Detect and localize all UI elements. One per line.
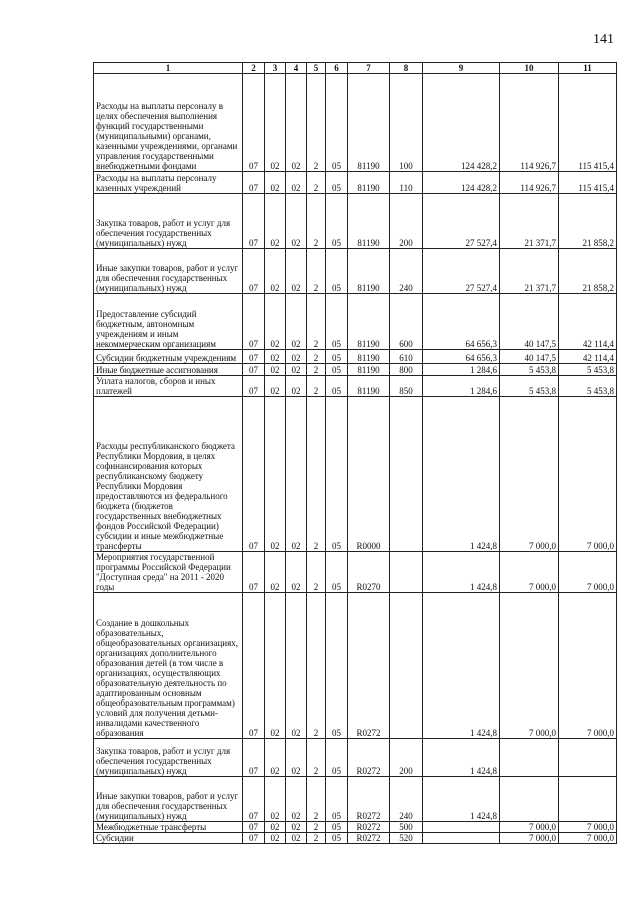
row-label: Закупка товаров, работ и услуг для обеспечения государственных (муниципальных) нужд bbox=[94, 739, 243, 777]
table-cell: 02 bbox=[265, 552, 286, 593]
table-cell: 02 bbox=[286, 376, 307, 397]
table-cell: 07 bbox=[243, 833, 265, 844]
row-label: Иные закупки товаров, работ и услуг для обеспечения государственных (муниципальных) нужд bbox=[94, 777, 243, 822]
column-header: 3 bbox=[265, 63, 286, 74]
row-label: Иные закупки товаров, работ и услуг для обеспечения государственных (муниципальных) нужд bbox=[94, 249, 243, 294]
row-label: Создание в дошкольных образовательных, общеобразовательных организациях, организациях дополнительного образования детей (в том числе в организациях, осуществляющих образовательную деятельность по адаптированным основным общеобразовательным программам) условий для получения детьми-инвалидами качественного образования bbox=[94, 593, 243, 739]
table-cell: 07 bbox=[243, 364, 265, 376]
table-cell bbox=[423, 833, 500, 844]
table-cell: 05 bbox=[326, 194, 348, 249]
table-cell: 7 000,0 bbox=[500, 833, 559, 844]
table-cell: R0272 bbox=[348, 777, 390, 822]
table-cell: 114 926,7 bbox=[500, 74, 559, 172]
table-cell: 800 bbox=[390, 364, 423, 376]
table-cell: 05 bbox=[326, 294, 348, 350]
column-header: 6 bbox=[326, 63, 348, 74]
table-cell: 2 bbox=[307, 74, 326, 172]
table-cell: 81190 bbox=[348, 294, 390, 350]
row-label: Субсидии бюджетным учреждениям bbox=[94, 350, 243, 364]
table-row bbox=[94, 74, 617, 172]
table-cell: 02 bbox=[265, 74, 286, 172]
table-row bbox=[94, 294, 617, 350]
table-cell: 40 147,5 bbox=[500, 294, 559, 350]
table-cell: 1 424,8 bbox=[423, 739, 500, 777]
table-row bbox=[94, 552, 617, 593]
table-cell: R0270 bbox=[348, 552, 390, 593]
table-cell: 40 147,5 bbox=[500, 350, 559, 364]
table-cell: 07 bbox=[243, 593, 265, 739]
table-cell: 02 bbox=[286, 833, 307, 844]
table-cell: 02 bbox=[286, 552, 307, 593]
table-cell: R0272 bbox=[348, 739, 390, 777]
column-header: 2 bbox=[243, 63, 265, 74]
table-cell: 5 453,8 bbox=[500, 364, 559, 376]
table-cell: 2 bbox=[307, 376, 326, 397]
column-header: 5 bbox=[307, 63, 326, 74]
table-cell: 02 bbox=[286, 194, 307, 249]
table-cell: 81190 bbox=[348, 364, 390, 376]
table-cell: 600 bbox=[390, 294, 423, 350]
table-cell: 02 bbox=[265, 294, 286, 350]
table-cell: 115 415,4 bbox=[559, 74, 617, 172]
column-header: 10 bbox=[500, 63, 559, 74]
table-cell: 02 bbox=[265, 739, 286, 777]
budget-table bbox=[93, 62, 617, 844]
table-cell: 02 bbox=[265, 350, 286, 364]
table-cell bbox=[390, 593, 423, 739]
table-cell: 07 bbox=[243, 552, 265, 593]
table-cell: 7 000,0 bbox=[559, 833, 617, 844]
table-cell: 1 424,8 bbox=[423, 397, 500, 552]
table-cell: 05 bbox=[326, 376, 348, 397]
table-cell: 1 284,6 bbox=[423, 364, 500, 376]
table-cell: 02 bbox=[286, 739, 307, 777]
table-cell: 07 bbox=[243, 350, 265, 364]
table-cell: R0272 bbox=[348, 822, 390, 833]
table-cell: 07 bbox=[243, 294, 265, 350]
table-cell: 05 bbox=[326, 593, 348, 739]
table-cell: 124 428,2 bbox=[423, 74, 500, 172]
table-row bbox=[94, 777, 617, 822]
table-cell: R0000 bbox=[348, 397, 390, 552]
table-cell: 05 bbox=[326, 350, 348, 364]
table-cell: 2 bbox=[307, 552, 326, 593]
table-cell: 2 bbox=[307, 397, 326, 552]
table-cell: 2 bbox=[307, 294, 326, 350]
table-row bbox=[94, 350, 617, 364]
table-row bbox=[94, 194, 617, 249]
page-number: 141 bbox=[593, 32, 614, 47]
table-cell: 2 bbox=[307, 350, 326, 364]
table-cell: 200 bbox=[390, 194, 423, 249]
table-cell: 07 bbox=[243, 172, 265, 194]
table-cell: 02 bbox=[265, 397, 286, 552]
table-cell: 81190 bbox=[348, 194, 390, 249]
table-cell bbox=[500, 777, 559, 822]
table-cell: 07 bbox=[243, 194, 265, 249]
table-cell bbox=[390, 552, 423, 593]
table-cell: 05 bbox=[326, 74, 348, 172]
table-cell: 02 bbox=[265, 364, 286, 376]
table-cell bbox=[390, 397, 423, 552]
table-cell: 1 424,8 bbox=[423, 593, 500, 739]
table-cell: 02 bbox=[286, 364, 307, 376]
table-cell: 05 bbox=[326, 739, 348, 777]
table-cell: 07 bbox=[243, 397, 265, 552]
table-cell: 02 bbox=[265, 777, 286, 822]
table-cell: 7 000,0 bbox=[559, 593, 617, 739]
table-cell: 1 424,8 bbox=[423, 777, 500, 822]
table-cell: 21 371,7 bbox=[500, 194, 559, 249]
table-cell: 2 bbox=[307, 249, 326, 294]
table-cell: 02 bbox=[286, 249, 307, 294]
table-row bbox=[94, 172, 617, 194]
table-cell: 81190 bbox=[348, 74, 390, 172]
table-cell: 02 bbox=[265, 172, 286, 194]
table-cell: 27 527,4 bbox=[423, 194, 500, 249]
table-cell: 7 000,0 bbox=[559, 397, 617, 552]
column-header: 7 bbox=[348, 63, 390, 74]
table-cell: 115 415,4 bbox=[559, 172, 617, 194]
table-cell: 114 926,7 bbox=[500, 172, 559, 194]
table-cell: 2 bbox=[307, 833, 326, 844]
table-cell: 05 bbox=[326, 552, 348, 593]
table-row bbox=[94, 822, 617, 833]
table-cell: 520 bbox=[390, 833, 423, 844]
table-cell: R0272 bbox=[348, 833, 390, 844]
table-cell: 02 bbox=[286, 822, 307, 833]
table-cell: 81190 bbox=[348, 249, 390, 294]
table-cell: 02 bbox=[286, 172, 307, 194]
table-cell: 07 bbox=[243, 74, 265, 172]
table-cell: 2 bbox=[307, 172, 326, 194]
row-label: Уплата налогов, сборов и иных платежей bbox=[94, 376, 243, 397]
table-cell: 21 371,7 bbox=[500, 249, 559, 294]
table-cell: R0272 bbox=[348, 593, 390, 739]
table-cell: 64 656,3 bbox=[423, 294, 500, 350]
table-cell: 610 bbox=[390, 350, 423, 364]
table-cell: 02 bbox=[265, 194, 286, 249]
row-label: Мероприятия государственной программы Российской Федерации "Доступная среда" на 2011 - 2020 годы bbox=[94, 552, 243, 593]
table-cell: 02 bbox=[286, 294, 307, 350]
table-cell: 2 bbox=[307, 822, 326, 833]
table-cell: 05 bbox=[326, 364, 348, 376]
table-cell: 81190 bbox=[348, 172, 390, 194]
table-cell: 02 bbox=[265, 833, 286, 844]
table-cell: 5 453,8 bbox=[559, 376, 617, 397]
table-cell: 02 bbox=[265, 376, 286, 397]
table-row bbox=[94, 397, 617, 552]
table-cell: 05 bbox=[326, 822, 348, 833]
row-label: Расходы на выплаты персоналу в целях обеспечения выполнения функций государственными (муниципальными) органами, казенными учреждениями, органами управления государственными внебюджетными фондами bbox=[94, 74, 243, 172]
table-row bbox=[94, 364, 617, 376]
table-cell: 02 bbox=[265, 249, 286, 294]
table-cell: 05 bbox=[326, 172, 348, 194]
row-label: Закупка товаров, работ и услуг для обеспечения государственных (муниципальных) нужд bbox=[94, 194, 243, 249]
row-label: Расходы на выплаты персоналу казенных учреждений bbox=[94, 172, 243, 194]
table-cell: 81190 bbox=[348, 350, 390, 364]
table-cell: 81190 bbox=[348, 376, 390, 397]
table-cell: 124 428,2 bbox=[423, 172, 500, 194]
table-cell bbox=[500, 739, 559, 777]
table-cell: 1 284,6 bbox=[423, 376, 500, 397]
column-header: 1 bbox=[94, 63, 243, 74]
table-cell: 240 bbox=[390, 777, 423, 822]
table-cell: 2 bbox=[307, 194, 326, 249]
table-cell: 02 bbox=[265, 593, 286, 739]
table-row bbox=[94, 593, 617, 739]
table-cell: 07 bbox=[243, 249, 265, 294]
table-cell: 02 bbox=[265, 822, 286, 833]
table-cell: 2 bbox=[307, 364, 326, 376]
table-cell: 64 656,3 bbox=[423, 350, 500, 364]
table-cell: 21 858,2 bbox=[559, 249, 617, 294]
table-cell: 07 bbox=[243, 822, 265, 833]
table-cell: 7 000,0 bbox=[500, 397, 559, 552]
table-body bbox=[94, 74, 617, 844]
table-cell bbox=[559, 739, 617, 777]
table-cell: 07 bbox=[243, 777, 265, 822]
table-row bbox=[94, 833, 617, 844]
column-header: 8 bbox=[390, 63, 423, 74]
table-cell: 110 bbox=[390, 172, 423, 194]
header-row bbox=[94, 63, 617, 74]
table-cell: 100 bbox=[390, 74, 423, 172]
table-cell: 02 bbox=[286, 777, 307, 822]
table-row bbox=[94, 376, 617, 397]
table-cell: 07 bbox=[243, 739, 265, 777]
table-cell: 7 000,0 bbox=[559, 552, 617, 593]
table-cell: 42 114,4 bbox=[559, 294, 617, 350]
row-label: Субсидии bbox=[94, 833, 243, 844]
table-cell: 05 bbox=[326, 249, 348, 294]
table-cell: 850 bbox=[390, 376, 423, 397]
table-cell: 200 bbox=[390, 739, 423, 777]
table-cell: 500 bbox=[390, 822, 423, 833]
table-cell: 1 424,8 bbox=[423, 552, 500, 593]
column-header: 4 bbox=[286, 63, 307, 74]
table-cell: 05 bbox=[326, 833, 348, 844]
table-cell: 2 bbox=[307, 739, 326, 777]
table-cell: 07 bbox=[243, 376, 265, 397]
column-header: 11 bbox=[559, 63, 617, 74]
table-cell: 05 bbox=[326, 777, 348, 822]
table-cell: 240 bbox=[390, 249, 423, 294]
table-cell: 2 bbox=[307, 777, 326, 822]
table-cell: 2 bbox=[307, 593, 326, 739]
table-cell: 21 858,2 bbox=[559, 194, 617, 249]
table-cell: 7 000,0 bbox=[500, 552, 559, 593]
row-label: Межбюджетные трансферты bbox=[94, 822, 243, 833]
table-cell: 5 453,8 bbox=[559, 364, 617, 376]
table-cell: 27 527,4 bbox=[423, 249, 500, 294]
table-row bbox=[94, 739, 617, 777]
column-header: 9 bbox=[423, 63, 500, 74]
table-row bbox=[94, 249, 617, 294]
table-cell: 5 453,8 bbox=[500, 376, 559, 397]
table-cell: 05 bbox=[326, 397, 348, 552]
row-label: Предоставление субсидий бюджетным, автономным учреждениям и иным некоммерческим организациям bbox=[94, 294, 243, 350]
table-cell: 7 000,0 bbox=[500, 593, 559, 739]
table-cell: 7 000,0 bbox=[500, 822, 559, 833]
table-cell bbox=[423, 822, 500, 833]
table-cell: 02 bbox=[286, 350, 307, 364]
row-label: Расходы республиканского бюджета Республики Мордовия, в целях софинансирования которых республиканскому бюджету Республики Мордовия предоставляются из федерального бюджета (бюджетов государственных внебюджетных фондов Российской Федерации) субсидии и иные межбюджетные трансферты bbox=[94, 397, 243, 552]
table-cell bbox=[559, 777, 617, 822]
table-cell: 02 bbox=[286, 397, 307, 552]
table-cell: 02 bbox=[286, 593, 307, 739]
table-cell: 42 114,4 bbox=[559, 350, 617, 364]
row-label: Иные бюджетные ассигнования bbox=[94, 364, 243, 376]
table-cell: 02 bbox=[286, 74, 307, 172]
table-cell: 7 000,0 bbox=[559, 822, 617, 833]
